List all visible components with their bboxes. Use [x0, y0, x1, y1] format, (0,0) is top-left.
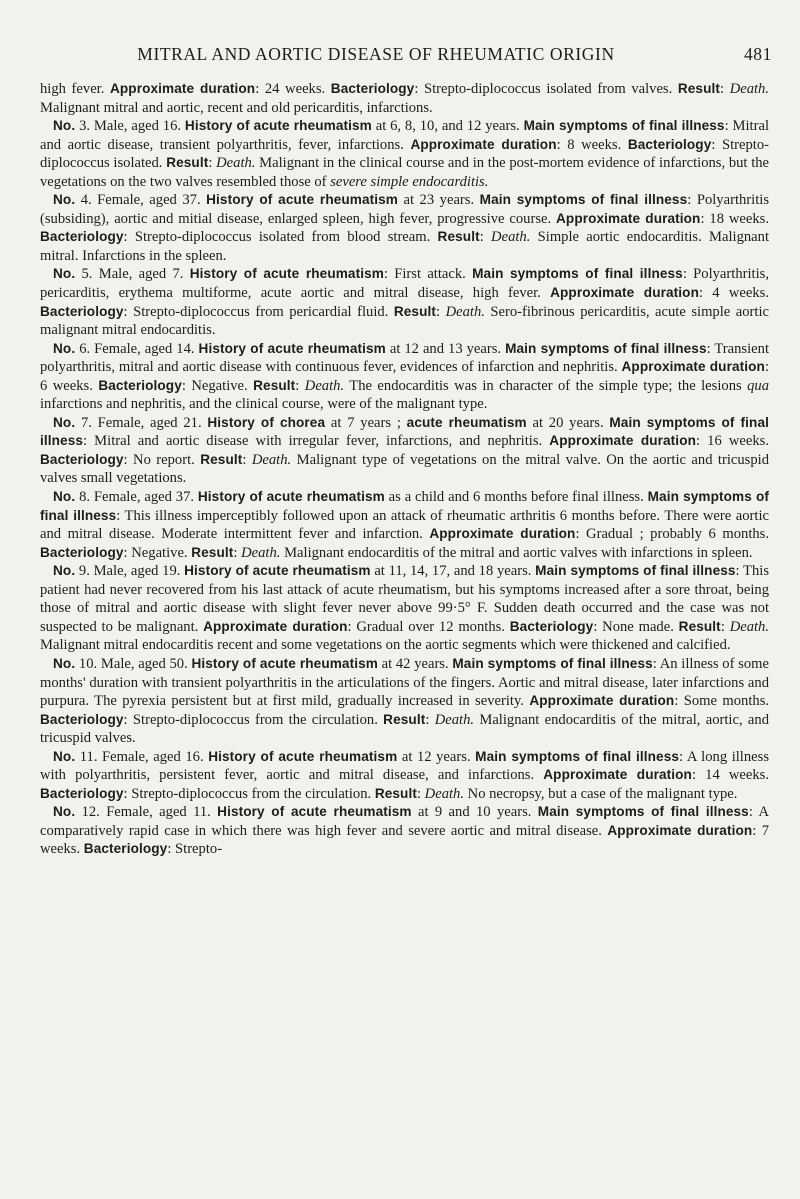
bold-heading-run: Main symptoms of final illness [472, 266, 683, 282]
text-run: at 42 years. [377, 655, 453, 672]
bold-heading-run: Approximate duration [607, 822, 753, 838]
bold-heading-run: No. [53, 340, 76, 356]
italic-run: Death. [729, 618, 770, 635]
italic-run: Death. [216, 155, 256, 172]
text-run: : 4 weeks. [698, 285, 769, 302]
bold-heading-run: Bacteriology [40, 451, 124, 467]
bold-heading-run: Approximate duration [550, 285, 699, 301]
bold-heading-run: Result [253, 377, 296, 393]
bold-heading-run: History of acute rheumatism [197, 489, 385, 505]
text-run: : [425, 711, 435, 728]
text-run: at 6, 8, 10, and 12 years. [371, 118, 524, 135]
text-run: Malignant endocarditis of the mitral and aortic valves with infarctions in spleen. [280, 544, 753, 561]
text-run: : Strepto-diplococcus from pericardial fluid. [123, 303, 394, 320]
bold-heading-run: Bacteriology [40, 544, 124, 560]
text-run: : Some months. [674, 693, 770, 710]
italic-run: Death. [729, 81, 770, 97]
italic-run: Death. [491, 229, 531, 246]
italic-run: severe simple endocarditis. [330, 173, 489, 190]
bold-heading-run: Approximate duration [429, 526, 576, 542]
text-run: at 9 and 10 years. [411, 804, 538, 821]
text-run: : Strepto- [167, 841, 223, 858]
text-run: : No report. [123, 451, 201, 468]
bold-heading-run: Bacteriology [83, 841, 168, 857]
bold-heading-run: Bacteriology [627, 136, 712, 152]
case-paragraph [40, 80, 769, 117]
bold-heading-run: Result [374, 785, 417, 801]
text-run: : [295, 377, 305, 394]
bold-heading-run: Approximate duration [203, 618, 348, 634]
text-run: : An illness of some months' duration with transient polyarthritis in the articulations of the fingers. Aortic and mitral disease, later infarctions and purpura. The pyrexia persistent but at first mild, gradually increased in severity. [40, 655, 769, 710]
bold-heading-run: Bacteriology [40, 229, 124, 245]
text-run: Sero-fibrinous pericarditis, acute simple aortic malignant mitral endocarditis. [40, 303, 769, 339]
text-run: 9. Male, aged 19. [75, 563, 185, 580]
bold-heading-run: Main symptoms of final illness [40, 489, 769, 523]
running-head [40, 44, 772, 70]
text-run: : [242, 451, 252, 468]
text-run: : Gradual over 12 months. [347, 618, 510, 635]
text-run: 11. Female, aged 16. [75, 748, 209, 765]
running-title: MITRAL AND AORTIC DISEASE OF RHEUMATIC ORIGIN [137, 44, 615, 64]
text-run: 5. Male, aged 7. [75, 266, 190, 283]
text-run: : 7 weeks. [40, 822, 770, 858]
text-run: infarctions and nephritis, and the clinical course, were of the malignant type. [40, 396, 488, 413]
case-paragraph [40, 488, 769, 562]
text-run: : First attack. [383, 266, 473, 283]
text-run: Malignant mitral and aortic, recent and old pericarditis, infarctions. [40, 99, 433, 116]
bold-heading-run: Result [393, 303, 437, 319]
bold-heading-run: History of acute rheumatism [206, 192, 398, 208]
text-run: : None made. [593, 618, 679, 635]
bold-heading-run: No. [53, 266, 76, 282]
text-run: : [416, 785, 425, 802]
text-run: at 11, 14, 17, and 18 years. [370, 563, 536, 580]
text-run: at 7 years ; [325, 414, 407, 431]
text-run: at 12 and 13 years. [385, 340, 506, 357]
text-run: : This illness imperceptibly followed upon an attack of rheumatic arthritis 6 months before. There were aortic and mitral disease. Moderate intermittent fever and infarction. [40, 507, 769, 543]
case-paragraph [40, 414, 769, 488]
bold-heading-run: No. [53, 655, 76, 671]
text-run: : 6 weeks. [40, 359, 769, 394]
text-run: 7. Female, aged 21. [75, 414, 208, 431]
text-run: 4. Female, aged 37. [75, 192, 207, 209]
bold-heading-run: History of acute rheumatism [184, 118, 372, 134]
text-run: : Negative. [181, 377, 254, 394]
case-paragraph [40, 340, 769, 414]
case-paragraph [40, 562, 769, 655]
bold-heading-run: History of acute rheumatism [198, 340, 386, 356]
text-run: : Strepto-diplococcus isolated from blood stream. [123, 229, 438, 246]
bold-heading-run: No. [53, 804, 76, 820]
bold-heading-run: Bacteriology [40, 303, 124, 319]
text-run: Malignant mitral endocarditis recent and some vegetations on the aortic segments which were thickened and calcified. [40, 637, 731, 654]
bold-heading-run: Bacteriology [40, 785, 124, 801]
text-run: 10. Male, aged 50. [75, 655, 192, 672]
bold-heading-run: Main symptoms of final illness [475, 748, 680, 764]
italic-run: Death. [251, 451, 292, 468]
bold-heading-run: Approximate duration [549, 433, 696, 449]
bold-heading-run: No. [53, 748, 76, 764]
text-run: high fever. [40, 81, 110, 97]
bold-heading-run: History of acute rheumatism [189, 266, 384, 282]
text-run: : Mitral and aortic disease with irregular fever, infarctions, and nephritis. [83, 433, 550, 450]
bold-heading-run: Bacteriology [40, 711, 124, 727]
case-paragraph [40, 191, 769, 265]
bold-heading-run: Result [383, 711, 426, 727]
bold-heading-run: Bacteriology [509, 618, 594, 634]
bold-heading-run: Result [677, 81, 721, 96]
bold-heading-run: Approximate duration [529, 693, 675, 709]
bold-heading-run: Result [437, 229, 480, 245]
bold-heading-run: Main symptoms of final illness [452, 655, 653, 671]
case-paragraph [40, 655, 769, 748]
text-run: at 23 years. [398, 192, 480, 209]
text-run: : Transient polyarthritis, mitral and aortic disease with continuous fever, evidences of infarction and nephritis. [40, 340, 769, 376]
bold-heading-run: Result [166, 155, 209, 171]
text-run: : [436, 303, 446, 320]
bold-heading-run: Approximate duration [621, 359, 765, 375]
bold-heading-run: History of acute rheumatism [184, 563, 371, 579]
italic-run: qua [747, 377, 770, 394]
case-paragraph [40, 803, 769, 859]
text-run: : [720, 81, 730, 97]
text-run: The endocarditis was in character of the simple type; the lesions [344, 377, 748, 394]
case-paragraph [40, 117, 769, 191]
italic-run: Death. [241, 544, 281, 561]
text-run: : Strepto-diplococcus isolated. [40, 136, 770, 172]
text-run: Malignant type of vegetations on the mitral valve. On the aortic and tricuspid valves small vegetations. [40, 451, 769, 487]
text-run: 6. Female, aged 14. [75, 340, 199, 357]
bold-heading-run: No. [53, 563, 76, 579]
bold-heading-run: Main symptoms of final illness [523, 118, 725, 134]
bold-heading-run: History of acute rheumatism [208, 748, 398, 764]
bold-heading-run: Approximate duration [410, 136, 557, 152]
text-run: : [233, 544, 242, 561]
page-number: 481 [743, 44, 772, 64]
text-run: : Strepto-diplococcus from the circulation. [123, 785, 375, 802]
text-run: : Mitral and aortic disease, transient polyarthritis, fever, infarctions. [40, 118, 769, 153]
bold-heading-run: Main symptoms of final illness [505, 340, 707, 356]
italic-run: Death. [304, 377, 345, 394]
case-paragraph [40, 265, 769, 339]
text-run: 12. Female, aged 11. [75, 804, 218, 821]
bold-heading-run: No. [53, 192, 76, 208]
bold-heading-run: Main symptoms of final illness [479, 192, 688, 208]
text-run: : [479, 229, 492, 246]
text-run: : 14 weeks. [691, 767, 769, 784]
text-run: Malignant endocarditis of the mitral, aortic, and tricuspid valves. [40, 711, 770, 747]
text-run: as a child and 6 months before final illness. [384, 489, 648, 506]
bold-heading-run: Main symptoms of final illness [40, 414, 769, 449]
text-run: : Strepto-diplococcus isolated from valves. [414, 81, 678, 97]
case-paragraph [40, 748, 769, 804]
text-run: at 12 years. [397, 748, 476, 765]
bold-heading-run: Result [200, 451, 243, 467]
bold-heading-run: acute rheumatism [406, 414, 527, 430]
text-run: : Polyarthritis, pericarditis, erythema multiforme, acute aortic and mitral disease, high fever. [40, 266, 769, 302]
bold-heading-run: Result [191, 544, 234, 560]
text-run: Simple aortic endocarditis. Malignant mitral. Infarctions in the spleen. [40, 229, 770, 264]
bold-heading-run: Bacteriology [98, 377, 182, 393]
bold-heading-run: Bacteriology [330, 81, 415, 96]
text-run: : [208, 155, 217, 172]
text-run: : A long illness with polyarthritis, persistent fever, aortic and mitral disease, and infarctions. [40, 748, 769, 784]
text-run: No necropsy, but a case of the malignant type. [464, 785, 738, 802]
text-run: : Strepto-diplococcus from the circulation. [123, 711, 384, 728]
italic-run: Death. [434, 711, 475, 728]
text-run: at 20 years. [526, 414, 610, 431]
text-run: : Negative. [123, 544, 192, 561]
text-run: : A comparatively rapid case in which there was high fever and severe aortic and mitral disease. [40, 804, 770, 839]
bold-heading-run: Result [678, 618, 721, 634]
bold-heading-run: History of acute rheumatism [217, 804, 412, 820]
text-run: : Gradual ; probably 6 months. [575, 526, 770, 543]
text-run: : Polyarthritis (subsiding), aortic and mitial disease, enlarged spleen, high fever, progressive course. [40, 192, 769, 227]
text-run: : This patient had never recovered from his last attack of acute rheumatism, but his symptoms increased after a sore throat, being those of mitral and aortic disease with slight fever never above 99·5° F. Sudden death occurred and the case was not suspected to be malignant. [40, 563, 769, 635]
bold-heading-run: Main symptoms of final illness [537, 804, 749, 820]
text-run: 3. Male, aged 16. [75, 118, 185, 135]
text-run: : [720, 618, 730, 635]
bold-heading-run: Approximate duration [543, 767, 692, 783]
text-run: 8. Female, aged 37. [75, 489, 198, 506]
text-run: : 16 weeks. [696, 433, 769, 450]
bold-heading-run: Approximate duration [556, 210, 701, 226]
italic-run: Death. [445, 303, 485, 320]
case-reports-text [40, 80, 769, 859]
bold-heading-run: No. [53, 414, 76, 430]
bold-heading-run: No. [53, 489, 76, 505]
bold-heading-run: History of chorea [207, 414, 326, 430]
italic-run: Death. [424, 785, 464, 802]
text-run: : 24 weeks. [255, 81, 331, 97]
bold-heading-run: Main symptoms of final illness [535, 563, 736, 579]
bold-heading-run: Approximate duration [109, 81, 256, 96]
text-run: : 8 weeks. [556, 136, 628, 153]
text-run: Malignant in the clinical course and in the post-mortem evidence of infarctions, but the vegetations on the two valves resembled those of [40, 155, 770, 190]
text-run: : 18 weeks. [700, 210, 769, 227]
bold-heading-run: History of acute rheumatism [191, 655, 378, 671]
bold-heading-run: No. [53, 118, 76, 134]
